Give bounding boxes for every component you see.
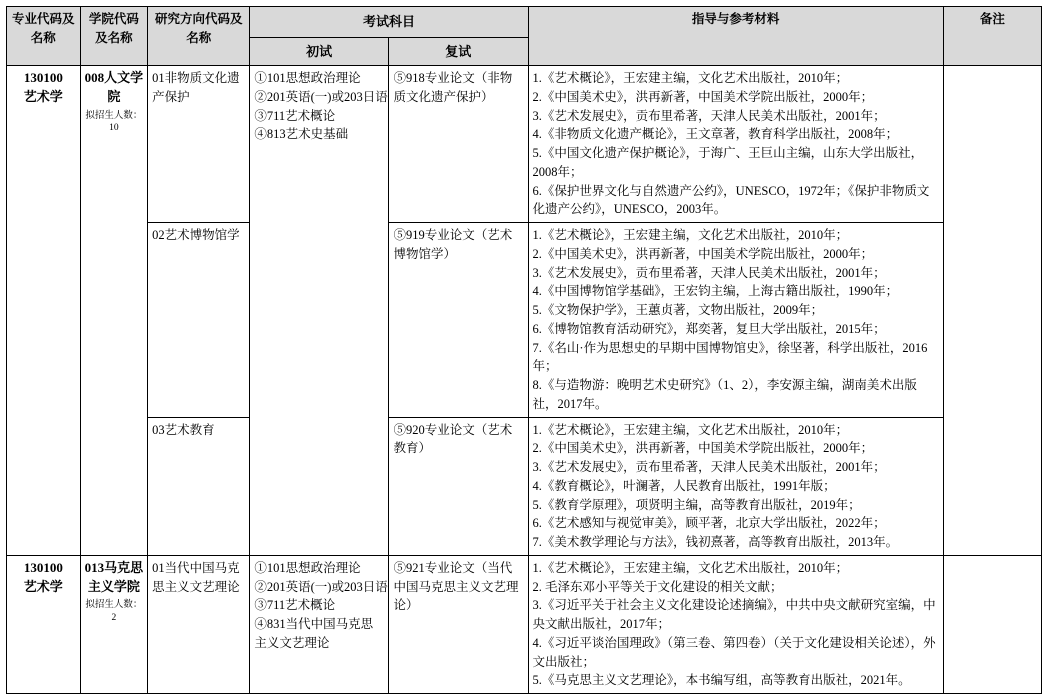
exam-first-item: ②201英语(一)或203日语 [254, 579, 388, 594]
reference-item: 3.《艺术发展史》，贡布里希著，天津人民美术出版社，2001年； [532, 108, 886, 123]
reference-item: 6.《艺术感知与视觉审美》，顾平著，北京大学出版社，2022年； [532, 516, 886, 531]
reference-item: 2.《中国美术史》，洪再新著，中国美术学院出版社，2000年； [532, 89, 874, 104]
research-direction: 02艺术博物馆学 [148, 223, 250, 418]
header-research-direction: 研究方向代码及名称 [148, 7, 250, 66]
reference-item: 6.《博物馆教育活动研究》，郑奕著，复旦大学出版社，2015年； [532, 321, 886, 336]
reference-item: 5.《中国文化遗产保护概论》，于海广、王巨山主编，山东大学出版社，2008年； [532, 146, 924, 179]
header-remark: 备注 [943, 7, 1041, 66]
reference-materials-cell [528, 417, 943, 555]
exam-second-cell: ⑤921专业论文（当代中国马克思主义文艺理论） [389, 555, 528, 693]
research-direction: 01非物质文化遗产保护 [148, 66, 250, 223]
reference-item: 2.《中国美术史》，洪再新著，中国美术学院出版社，2000年； [532, 246, 874, 261]
exam-second-cell: ⑤919专业论文（艺术博物馆学） [389, 223, 528, 418]
reference-item: 1.《艺术概论》，王宏建主编，文化艺术出版社，2010年； [532, 71, 849, 85]
table-row [7, 223, 1042, 418]
reference-item: 8.《与造物游：晚明艺术史研究》（1、2），李安源主编，湖南美术出版社，2017年。 [532, 378, 917, 411]
header-exam-second: 复试 [445, 43, 472, 59]
reference-item: 7.《名山·作为思想史的早期中国博物馆史》，徐坚著，科学出版社，2016年； [532, 340, 928, 374]
exam-first-item: ③711艺术概论 [254, 108, 336, 123]
reference-item: 5.《教育学原理》，项贤明主编，高等教育出版社，2019年； [532, 497, 861, 512]
exam-first-item: ④831当代中国马克思主义文艺理论 [254, 617, 374, 650]
exam-first-item: ①101思想政治理论 [254, 71, 361, 85]
exam-first-cell [250, 66, 389, 556]
reference-materials-cell [528, 66, 943, 223]
college-name: 013马克思主义学院 [84, 559, 144, 594]
major-name: 艺术学 [23, 578, 63, 594]
research-direction: 03艺术教育 [148, 417, 250, 555]
header-exam-first: 初试 [250, 38, 389, 66]
reference-item: 5.《文物保护学》，王蕙贞著，文物出版社，2009年； [532, 303, 824, 317]
table-header [7, 7, 1042, 66]
header-exam-subjects [250, 7, 528, 66]
remark-cell [943, 66, 1041, 556]
exam-second-cell: ⑤920专业论文（艺术教育） [389, 417, 528, 555]
reference-item: 1.《艺术概论》，王宏建主编，文化艺术出版社，2010年； [532, 560, 849, 575]
reference-item: 5.《马克思主义文艺理论》，本书编写组，高等教育出版社，2021年。 [532, 673, 911, 688]
reference-item: 3.《艺术发展史》，贡布里希著，天津人民美术出版社，2001年； [532, 460, 886, 474]
table-row [7, 555, 1042, 693]
exam-first-cell [250, 555, 389, 693]
reference-item: 7.《美术教学理论与方法》，钱初熹著，高等教育出版社，2013年。 [532, 535, 899, 549]
table-row [7, 66, 1042, 223]
enrollment-plan-count: 拟招生人数：10 [85, 110, 143, 134]
header-reference-materials: 指导与参考材料 [528, 7, 943, 66]
table-body [7, 66, 1042, 694]
reference-item: 2. 毛泽东邓小平等关于文化建设的相关文献； [532, 579, 783, 594]
reference-item: 6.《保护世界文化与自然遗产公约》，UNESCO，1972年；《保护非物质文化遗产公约》，UNESCO，2003年。 [532, 183, 930, 217]
major-cell [7, 66, 81, 556]
reference-item: 3.《艺术发展史》，贡布里希著，天津人民美术出版社，2001年； [532, 265, 886, 280]
reference-materials-cell [528, 555, 943, 693]
reference-materials-cell [528, 223, 943, 418]
table-row [7, 417, 1042, 555]
research-direction: 01当代中国马克思主义文艺理论 [148, 555, 250, 693]
exam-second-cell: ⑤918专业论文（非物质文化遗产保护） [389, 66, 528, 223]
college-cell [80, 66, 148, 556]
major-code: 130100 [23, 70, 63, 85]
exam-first-item: ④813艺术史基础 [254, 127, 349, 142]
exam-first-item: ②201英语(一)或203日语 [254, 89, 388, 104]
reference-item: 4.《教育概论》，叶澜著，人民教育出版社，1991年版； [532, 478, 836, 493]
remark-cell [943, 555, 1041, 693]
exam-first-item: ③711艺术概论 [254, 598, 336, 613]
college-cell [80, 555, 148, 693]
header-exam-subjects-label: 考试科目 [250, 7, 527, 38]
admissions-catalog-table [6, 6, 1042, 694]
reference-item: 4.《中国博物馆学基础》，王宏钧主编，上海古籍出版社，1990年； [532, 284, 899, 299]
major-code: 130100 [23, 559, 63, 575]
reference-item: 3.《习近平关于社会主义文化建设论述摘编》，中共中央文献研究室编，中央文献出版社，2017年； [532, 598, 936, 631]
reference-item: 1.《艺术概论》，王宏建主编，文化艺术出版社，2010年； [532, 422, 849, 437]
header-college-code-name: 学院代码及名称 [80, 7, 148, 66]
major-name: 艺术学 [23, 88, 63, 104]
exam-first-item: ①101思想政治理论 [254, 560, 361, 575]
major-cell [7, 555, 81, 693]
header-major-code-name: 专业代码及名称 [7, 7, 81, 66]
reference-item: 4.《非物质文化遗产概论》，王文章著，教育科学出版社，2008年； [532, 127, 899, 142]
reference-item: 1.《艺术概论》，王宏建主编，文化艺术出版社，2010年； [532, 228, 849, 242]
enrollment-plan-count: 拟招生人数：2 [85, 600, 143, 623]
reference-item: 2.《中国美术史》，洪再新著，中国美术学院出版社，2000年； [532, 441, 874, 456]
college-name: 008人文学院 [84, 70, 144, 104]
reference-item: 4.《习近平谈治国理政》（第三卷、第四卷）（关于文化建设相关论述），外文出版社； [532, 635, 936, 669]
